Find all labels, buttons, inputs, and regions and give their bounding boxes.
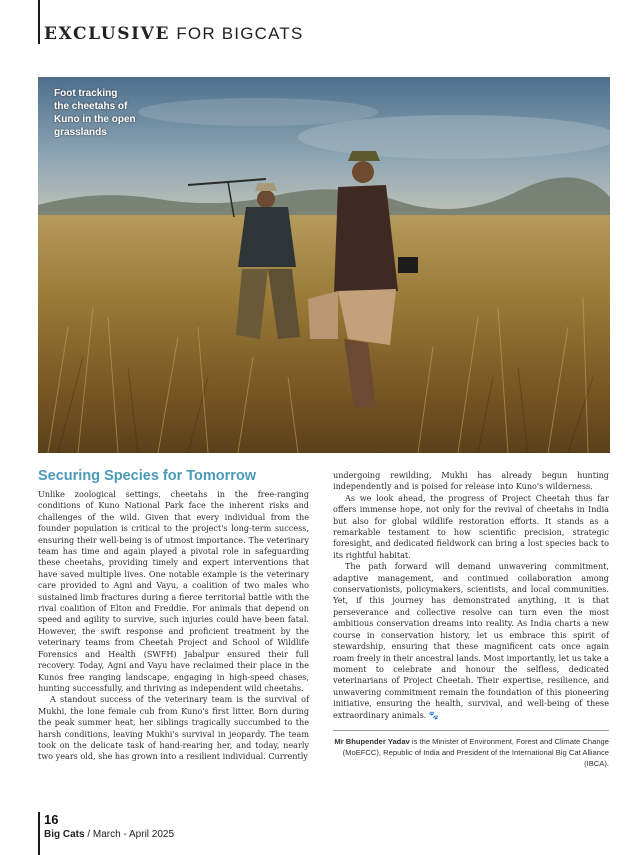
author-bio	[333, 736, 609, 769]
paw-end-icon: 🐾	[428, 709, 439, 720]
header-exclusive: EXCLUSIVE	[44, 24, 171, 44]
bio-divider	[333, 730, 609, 731]
header-accent-rule	[38, 0, 40, 44]
section-title: Securing Species for Tomorrow	[38, 468, 257, 484]
photo-caption	[54, 87, 136, 139]
article-photo	[38, 77, 610, 453]
paragraph: As we look ahead, the progress of Project Cheetah thus far offers immense hope, not only for the revival of cheetahs in India but also for global wildlife restoration efforts. It stands as a remarkable testament to how scientific precision, strategic foresight, and dedicated fieldwork can bring a lost species back to its rightful habitat.	[333, 492, 609, 560]
section-header	[44, 24, 304, 44]
paragraph: Unlike zoological settings, cheetahs in the free-ranging conditions of Kuno National Park face the inherent risks and challenges of the wild. Given that every individual from the founder population is critical to the project's long-term success, ensuring their well-being is of utmost importance. The veterinary team has time and again played a pivotal role in safeguarding these cheetahs, providing timely and expert interventions that have saved multiple lives. One notable example is the veterinary care provided to Agni and Vayu, a coalition of two males who sustained limb fractures during a fierce territorial battle with the rival coalition of Elton and Freddie. For animals that depend on speed and agility to survive, such injuries could have been fatal. However, the swift response and proficient treatment by the veterinary teams from Cheetah Project and School of Wildlife Forensics and Health (SWFH) Jabalpur ensured their full recovery. Today, Agni and Vayu have reclaimed their place in the Kunos free ranging landscape, engaging in high-speed chases, hunting successfully, and thriving as independent wild cheetahs.	[38, 489, 309, 693]
footer-accent-rule	[38, 812, 40, 855]
paragraph: undergoing rewilding, Mukhi has already begun hunting independently and is poised for release into Kuno's wilderness.	[333, 470, 609, 492]
author-name: Mr Bhupender Yadav	[334, 736, 410, 746]
paragraph	[333, 561, 609, 721]
paragraph-text: The path forward will demand unwavering commitment, adaptive management, and continued collaboration among conservationists, policymakers, scientists, and local communities. Yet, if this journey has demonstrated anything, it is that perseverance and collective resolve can turn even the most ambitious conservation dreams into reality. As India charts a new course in conservation history, let us embrace this spirit of stewardship, ensuring that these magnificent cats once again roam freely in their ancestral lands. Most importantly, let us take a moment to celebrate and honour the selfless, dedicated veterinarians of Project Cheetah. Their expertise, resilience, and unwavering commitment remain the foundation of this pioneering initiative, ensuring the health, survival, and well-being of these extraordinary animals.	[333, 561, 609, 720]
magazine-name: Big Cats	[44, 829, 85, 840]
caption-line: the cheetahs of	[54, 101, 128, 112]
author-bio-text: is the Minister of Environment, Forest and Climate Change (MoEFCC), Republic of India and President of the International Big Cat Alliance (IBCA).	[342, 736, 609, 768]
caption-line: Foot tracking	[54, 88, 118, 99]
article-column-left	[38, 468, 309, 763]
caption-line: grasslands	[54, 127, 107, 138]
caption-line: Kuno in the open	[54, 114, 136, 125]
article-column-right	[333, 470, 609, 769]
paragraph: A standout success of the veterinary team is the survival of Mukhi, the lone female cub from Kuno's first litter. Born during the peak summer heat, her siblings tragically succumbed to the harsh conditions, leaving Mukhi's survival in jeopardy. The team took on the delicate task of hand-rearing her, and today, nearly two years old, she has grown into a resilient individual. Currently	[38, 694, 309, 762]
issue-date: / March - April 2025	[84, 829, 175, 840]
header-for-bigcats: FOR BIGCATS	[176, 24, 304, 43]
footer-issue	[44, 829, 174, 840]
page-number: 16	[44, 812, 59, 827]
